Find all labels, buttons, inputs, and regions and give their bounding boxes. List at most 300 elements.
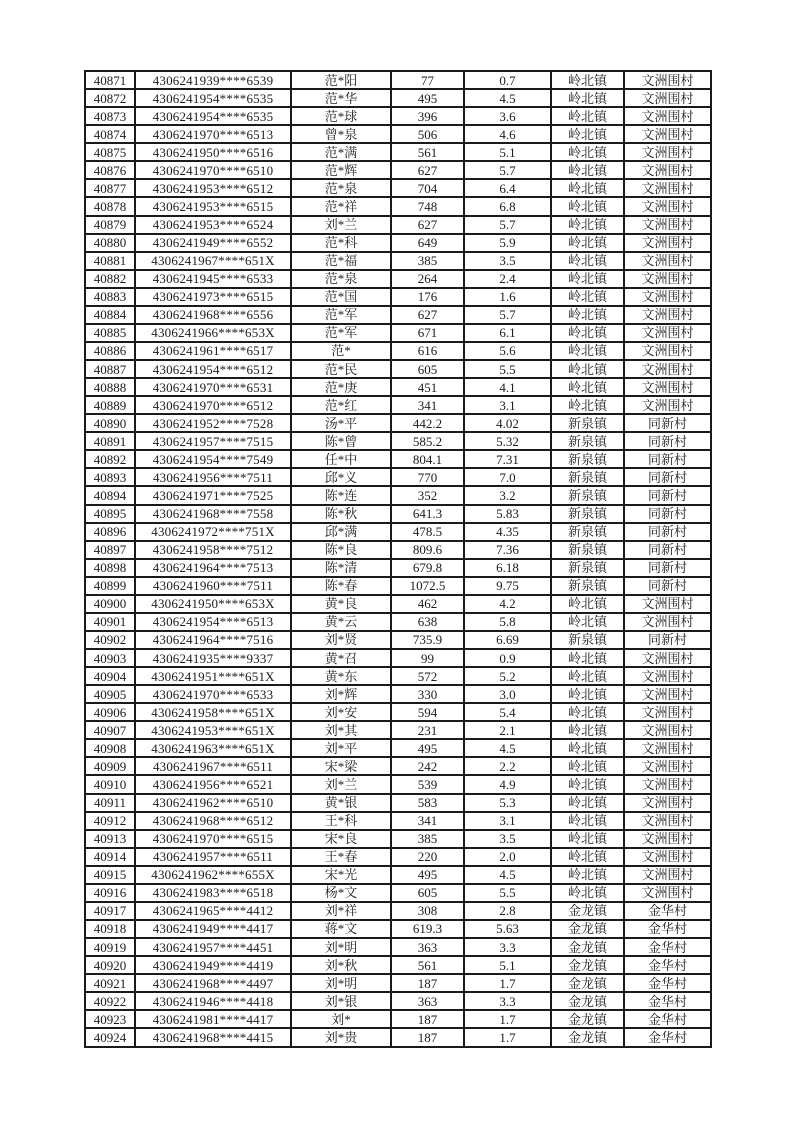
cell-village: 文洲围村 [624, 324, 711, 342]
cell-serial-number: 40898 [85, 559, 135, 577]
cell-serial-number: 40893 [85, 468, 135, 486]
cell-value-2: 6.4 [464, 179, 551, 197]
cell-person-name: 陈*春 [291, 577, 391, 595]
cell-town: 岭北镇 [551, 667, 624, 685]
cell-person-name: 黄*东 [291, 667, 391, 685]
cell-value-1: 187 [391, 1028, 464, 1047]
cell-value-2: 3.3 [464, 938, 551, 956]
cell-village: 文洲围村 [624, 234, 711, 252]
cell-masked-id-number: 4306241950****653X [135, 595, 291, 613]
cell-person-name: 邱*义 [291, 468, 391, 486]
cell-masked-id-number: 4306241956****7511 [135, 468, 291, 486]
cell-village: 文洲围村 [624, 216, 711, 234]
table-row [85, 505, 711, 523]
cell-village: 文洲围村 [624, 125, 711, 143]
cell-value-1: 396 [391, 107, 464, 125]
cell-value-1: 506 [391, 125, 464, 143]
cell-serial-number: 40890 [85, 414, 135, 432]
cell-serial-number: 40874 [85, 125, 135, 143]
cell-value-2: 4.2 [464, 595, 551, 613]
table-row [85, 848, 711, 866]
cell-town: 岭北镇 [551, 270, 624, 288]
cell-value-2: 1.7 [464, 1010, 551, 1028]
cell-value-1: 242 [391, 757, 464, 775]
cell-masked-id-number: 4306241970****6512 [135, 396, 291, 414]
cell-value-1: 264 [391, 270, 464, 288]
cell-masked-id-number: 4306241970****6533 [135, 685, 291, 703]
cell-village: 金华村 [624, 992, 711, 1010]
cell-serial-number: 40913 [85, 830, 135, 848]
cell-town: 金龙镇 [551, 920, 624, 938]
table-row [85, 595, 711, 613]
cell-village: 文洲围村 [624, 396, 711, 414]
cell-town: 岭北镇 [551, 197, 624, 215]
cell-value-1: 638 [391, 613, 464, 631]
table-row [85, 649, 711, 667]
cell-person-name: 范*球 [291, 107, 391, 125]
table-row [85, 920, 711, 938]
cell-value-2: 5.5 [464, 884, 551, 902]
table-row [85, 71, 711, 89]
table-row [85, 559, 711, 577]
cell-value-1: 363 [391, 938, 464, 956]
cell-person-name: 陈*秋 [291, 505, 391, 523]
cell-person-name: 范* [291, 342, 391, 360]
cell-value-2: 5.5 [464, 360, 551, 378]
cell-village: 同新村 [624, 631, 711, 649]
cell-village: 文洲围村 [624, 360, 711, 378]
cell-person-name: 陈*连 [291, 486, 391, 504]
cell-value-2: 6.1 [464, 324, 551, 342]
cell-value-2: 3.1 [464, 396, 551, 414]
cell-serial-number: 40882 [85, 270, 135, 288]
cell-value-1: 495 [391, 89, 464, 107]
cell-town: 岭北镇 [551, 649, 624, 667]
cell-masked-id-number: 4306241970****6510 [135, 161, 291, 179]
cell-village: 文洲围村 [624, 721, 711, 739]
cell-value-2: 5.1 [464, 143, 551, 161]
table-row [85, 866, 711, 884]
cell-town: 岭北镇 [551, 848, 624, 866]
cell-serial-number: 40897 [85, 541, 135, 559]
cell-serial-number: 40873 [85, 107, 135, 125]
cell-masked-id-number: 4306241954****6513 [135, 613, 291, 631]
cell-village: 文洲围村 [624, 757, 711, 775]
cell-town: 岭北镇 [551, 324, 624, 342]
cell-value-1: 561 [391, 143, 464, 161]
cell-masked-id-number: 4306241957****7515 [135, 432, 291, 450]
cell-value-2: 3.0 [464, 685, 551, 703]
cell-masked-id-number: 4306241954****6535 [135, 107, 291, 125]
cell-serial-number: 40881 [85, 252, 135, 270]
cell-value-1: 478.5 [391, 523, 464, 541]
cell-masked-id-number: 4306241954****6535 [135, 89, 291, 107]
cell-value-2: 5.32 [464, 432, 551, 450]
cell-masked-id-number: 4306241973****6515 [135, 288, 291, 306]
cell-value-2: 5.63 [464, 920, 551, 938]
cell-village: 文洲围村 [624, 685, 711, 703]
cell-person-name: 范*福 [291, 252, 391, 270]
cell-person-name: 刘* [291, 1010, 391, 1028]
cell-village: 文洲围村 [624, 739, 711, 757]
cell-village: 同新村 [624, 486, 711, 504]
cell-town: 岭北镇 [551, 866, 624, 884]
cell-town: 岭北镇 [551, 613, 624, 631]
cell-town: 金龙镇 [551, 1010, 624, 1028]
cell-town: 岭北镇 [551, 288, 624, 306]
cell-person-name: 刘*银 [291, 992, 391, 1010]
cell-town: 新泉镇 [551, 468, 624, 486]
cell-value-2: 4.5 [464, 739, 551, 757]
cell-masked-id-number: 4306241960****7511 [135, 577, 291, 595]
cell-value-1: 495 [391, 866, 464, 884]
table-row [85, 216, 711, 234]
cell-masked-id-number: 4306241935****9337 [135, 649, 291, 667]
table-row [85, 667, 711, 685]
cell-town: 岭北镇 [551, 179, 624, 197]
cell-value-2: 3.5 [464, 252, 551, 270]
cell-person-name: 蒋*文 [291, 920, 391, 938]
cell-town: 新泉镇 [551, 631, 624, 649]
cell-serial-number: 40905 [85, 685, 135, 703]
cell-value-2: 1.6 [464, 288, 551, 306]
cell-town: 岭北镇 [551, 595, 624, 613]
cell-village: 文洲围村 [624, 107, 711, 125]
cell-value-2: 5.1 [464, 956, 551, 974]
cell-village: 文洲围村 [624, 89, 711, 107]
cell-value-2: 2.0 [464, 848, 551, 866]
table-row [85, 541, 711, 559]
beneficiary-table [84, 70, 712, 1048]
cell-value-2: 4.5 [464, 89, 551, 107]
cell-value-1: 77 [391, 71, 464, 89]
cell-masked-id-number: 4306241945****6533 [135, 270, 291, 288]
cell-serial-number: 40884 [85, 306, 135, 324]
cell-value-2: 4.1 [464, 378, 551, 396]
cell-village: 金华村 [624, 1028, 711, 1047]
table-row [85, 631, 711, 649]
cell-value-2: 5.7 [464, 216, 551, 234]
cell-person-name: 范*科 [291, 234, 391, 252]
table-row [85, 721, 711, 739]
cell-person-name: 杨*文 [291, 884, 391, 902]
table-row [85, 342, 711, 360]
cell-serial-number: 40903 [85, 649, 135, 667]
table-row [85, 812, 711, 830]
table-row [85, 450, 711, 468]
cell-village: 文洲围村 [624, 848, 711, 866]
cell-person-name: 范*国 [291, 288, 391, 306]
cell-value-1: 187 [391, 1010, 464, 1028]
cell-serial-number: 40912 [85, 812, 135, 830]
cell-town: 岭北镇 [551, 703, 624, 721]
cell-serial-number: 40919 [85, 938, 135, 956]
cell-person-name: 范*祥 [291, 197, 391, 215]
cell-town: 金龙镇 [551, 938, 624, 956]
cell-value-1: 649 [391, 234, 464, 252]
cell-village: 文洲围村 [624, 342, 711, 360]
cell-serial-number: 40909 [85, 757, 135, 775]
cell-value-2: 2.2 [464, 757, 551, 775]
cell-town: 岭北镇 [551, 775, 624, 793]
cell-village: 金华村 [624, 938, 711, 956]
cell-serial-number: 40878 [85, 197, 135, 215]
cell-value-2: 6.18 [464, 559, 551, 577]
cell-masked-id-number: 4306241963****651X [135, 739, 291, 757]
cell-masked-id-number: 4306241965****4412 [135, 902, 291, 920]
cell-serial-number: 40883 [85, 288, 135, 306]
cell-value-2: 7.36 [464, 541, 551, 559]
cell-village: 文洲围村 [624, 288, 711, 306]
cell-town: 新泉镇 [551, 432, 624, 450]
cell-value-1: 804.1 [391, 450, 464, 468]
table-row [85, 794, 711, 812]
cell-person-name: 范*泉 [291, 179, 391, 197]
cell-village: 金华村 [624, 974, 711, 992]
cell-person-name: 黄*良 [291, 595, 391, 613]
cell-town: 岭北镇 [551, 234, 624, 252]
table-row [85, 306, 711, 324]
cell-masked-id-number: 4306241967****651X [135, 252, 291, 270]
cell-town: 新泉镇 [551, 450, 624, 468]
cell-masked-id-number: 4306241962****655X [135, 866, 291, 884]
cell-masked-id-number: 4306241968****6512 [135, 812, 291, 830]
cell-town: 岭北镇 [551, 216, 624, 234]
cell-village: 同新村 [624, 450, 711, 468]
table-row [85, 577, 711, 595]
cell-town: 新泉镇 [551, 559, 624, 577]
cell-town: 岭北镇 [551, 71, 624, 89]
cell-town: 岭北镇 [551, 685, 624, 703]
cell-value-1: 341 [391, 812, 464, 830]
cell-serial-number: 40920 [85, 956, 135, 974]
cell-serial-number: 40888 [85, 378, 135, 396]
cell-person-name: 宋*梁 [291, 757, 391, 775]
cell-town: 岭北镇 [551, 252, 624, 270]
cell-value-1: 679.8 [391, 559, 464, 577]
cell-value-1: 748 [391, 197, 464, 215]
cell-value-2: 5.7 [464, 161, 551, 179]
cell-village: 文洲围村 [624, 794, 711, 812]
cell-town: 岭北镇 [551, 721, 624, 739]
cell-person-name: 范*华 [291, 89, 391, 107]
table-row [85, 685, 711, 703]
cell-town: 岭北镇 [551, 107, 624, 125]
cell-value-1: 627 [391, 306, 464, 324]
cell-masked-id-number: 4306241983****6518 [135, 884, 291, 902]
cell-town: 新泉镇 [551, 523, 624, 541]
cell-person-name: 范*红 [291, 396, 391, 414]
cell-town: 岭北镇 [551, 884, 624, 902]
cell-masked-id-number: 4306241968****4497 [135, 974, 291, 992]
cell-value-2: 5.4 [464, 703, 551, 721]
cell-serial-number: 40908 [85, 739, 135, 757]
cell-town: 岭北镇 [551, 89, 624, 107]
cell-town: 岭北镇 [551, 812, 624, 830]
cell-serial-number: 40907 [85, 721, 135, 739]
table-body [85, 71, 711, 1047]
cell-masked-id-number: 4306241964****7516 [135, 631, 291, 649]
table-row [85, 89, 711, 107]
cell-person-name: 刘*安 [291, 703, 391, 721]
cell-serial-number: 40910 [85, 775, 135, 793]
cell-village: 文洲围村 [624, 179, 711, 197]
table-row [85, 775, 711, 793]
cell-masked-id-number: 4306241968****7558 [135, 505, 291, 523]
cell-masked-id-number: 4306241946****4418 [135, 992, 291, 1010]
cell-masked-id-number: 4306241964****7513 [135, 559, 291, 577]
table-row [85, 956, 711, 974]
cell-town: 岭北镇 [551, 830, 624, 848]
cell-person-name: 刘*明 [291, 938, 391, 956]
cell-value-2: 3.6 [464, 107, 551, 125]
cell-person-name: 黄*银 [291, 794, 391, 812]
cell-town: 岭北镇 [551, 396, 624, 414]
cell-value-1: 605 [391, 360, 464, 378]
cell-masked-id-number: 4306241961****6517 [135, 342, 291, 360]
cell-village: 金华村 [624, 920, 711, 938]
cell-value-2: 2.8 [464, 902, 551, 920]
cell-masked-id-number: 4306241949****6552 [135, 234, 291, 252]
table-row [85, 143, 711, 161]
cell-village: 同新村 [624, 414, 711, 432]
cell-village: 文洲围村 [624, 71, 711, 89]
cell-masked-id-number: 4306241972****751X [135, 523, 291, 541]
cell-serial-number: 40918 [85, 920, 135, 938]
cell-serial-number: 40871 [85, 71, 135, 89]
cell-value-1: 641.3 [391, 505, 464, 523]
table-row [85, 992, 711, 1010]
cell-town: 金龙镇 [551, 974, 624, 992]
cell-masked-id-number: 4306241952****7528 [135, 414, 291, 432]
cell-masked-id-number: 4306241968****4415 [135, 1028, 291, 1047]
cell-village: 同新村 [624, 468, 711, 486]
cell-person-name: 刘*辉 [291, 685, 391, 703]
cell-value-1: 99 [391, 649, 464, 667]
cell-village: 文洲围村 [624, 703, 711, 721]
cell-village: 同新村 [624, 577, 711, 595]
cell-town: 岭北镇 [551, 378, 624, 396]
cell-town: 岭北镇 [551, 360, 624, 378]
cell-village: 文洲围村 [624, 270, 711, 288]
table-row [85, 197, 711, 215]
cell-person-name: 黄*召 [291, 649, 391, 667]
cell-person-name: 刘*平 [291, 739, 391, 757]
cell-town: 岭北镇 [551, 161, 624, 179]
cell-masked-id-number: 4306241970****6513 [135, 125, 291, 143]
cell-value-2: 9.75 [464, 577, 551, 595]
cell-masked-id-number: 4306241954****6512 [135, 360, 291, 378]
table-row [85, 161, 711, 179]
cell-value-1: 704 [391, 179, 464, 197]
cell-value-1: 605 [391, 884, 464, 902]
cell-village: 文洲围村 [624, 161, 711, 179]
cell-person-name: 刘*兰 [291, 775, 391, 793]
cell-masked-id-number: 4306241956****6521 [135, 775, 291, 793]
cell-masked-id-number: 4306241949****4417 [135, 920, 291, 938]
cell-value-1: 539 [391, 775, 464, 793]
table-row [85, 107, 711, 125]
cell-serial-number: 40915 [85, 866, 135, 884]
cell-value-1: 462 [391, 595, 464, 613]
cell-value-1: 735.9 [391, 631, 464, 649]
table-row [85, 739, 711, 757]
cell-person-name: 宋*良 [291, 830, 391, 848]
cell-masked-id-number: 4306241939****6539 [135, 71, 291, 89]
cell-value-1: 187 [391, 974, 464, 992]
cell-masked-id-number: 4306241968****6556 [135, 306, 291, 324]
cell-serial-number: 40885 [85, 324, 135, 342]
cell-masked-id-number: 4306241967****6511 [135, 757, 291, 775]
cell-masked-id-number: 4306241970****6515 [135, 830, 291, 848]
cell-value-1: 363 [391, 992, 464, 1010]
cell-value-1: 616 [391, 342, 464, 360]
cell-value-2: 4.6 [464, 125, 551, 143]
cell-value-1: 1072.5 [391, 577, 464, 595]
cell-value-2: 2.1 [464, 721, 551, 739]
cell-masked-id-number: 4306241950****6516 [135, 143, 291, 161]
cell-person-name: 黄*云 [291, 613, 391, 631]
cell-person-name: 范*庚 [291, 378, 391, 396]
cell-town: 新泉镇 [551, 541, 624, 559]
cell-village: 文洲围村 [624, 812, 711, 830]
cell-serial-number: 40889 [85, 396, 135, 414]
table-row [85, 432, 711, 450]
cell-value-1: 330 [391, 685, 464, 703]
cell-person-name: 范*民 [291, 360, 391, 378]
cell-village: 文洲围村 [624, 667, 711, 685]
cell-serial-number: 40917 [85, 902, 135, 920]
cell-value-1: 352 [391, 486, 464, 504]
cell-town: 岭北镇 [551, 794, 624, 812]
cell-serial-number: 40895 [85, 505, 135, 523]
cell-town: 新泉镇 [551, 486, 624, 504]
cell-person-name: 刘*其 [291, 721, 391, 739]
cell-person-name: 曾*泉 [291, 125, 391, 143]
cell-value-1: 619.3 [391, 920, 464, 938]
table-row [85, 884, 711, 902]
cell-masked-id-number: 4306241958****651X [135, 703, 291, 721]
cell-village: 同新村 [624, 559, 711, 577]
cell-person-name: 王*科 [291, 812, 391, 830]
cell-town: 岭北镇 [551, 739, 624, 757]
cell-serial-number: 40876 [85, 161, 135, 179]
cell-serial-number: 40924 [85, 1028, 135, 1047]
cell-value-1: 442.2 [391, 414, 464, 432]
table-row [85, 252, 711, 270]
cell-person-name: 刘*明 [291, 974, 391, 992]
cell-value-1: 583 [391, 794, 464, 812]
cell-person-name: 宋*光 [291, 866, 391, 884]
cell-village: 金华村 [624, 902, 711, 920]
cell-masked-id-number: 4306241953****6512 [135, 179, 291, 197]
cell-person-name: 邱*满 [291, 523, 391, 541]
table-row [85, 324, 711, 342]
cell-value-2: 5.8 [464, 613, 551, 631]
cell-value-1: 231 [391, 721, 464, 739]
table-row [85, 396, 711, 414]
cell-value-2: 0.7 [464, 71, 551, 89]
table-row [85, 757, 711, 775]
cell-village: 文洲围村 [624, 613, 711, 631]
table-row [85, 125, 711, 143]
cell-value-1: 594 [391, 703, 464, 721]
cell-value-1: 572 [391, 667, 464, 685]
table-row [85, 378, 711, 396]
cell-person-name: 刘*兰 [291, 216, 391, 234]
cell-value-1: 220 [391, 848, 464, 866]
cell-town: 金龙镇 [551, 1028, 624, 1047]
